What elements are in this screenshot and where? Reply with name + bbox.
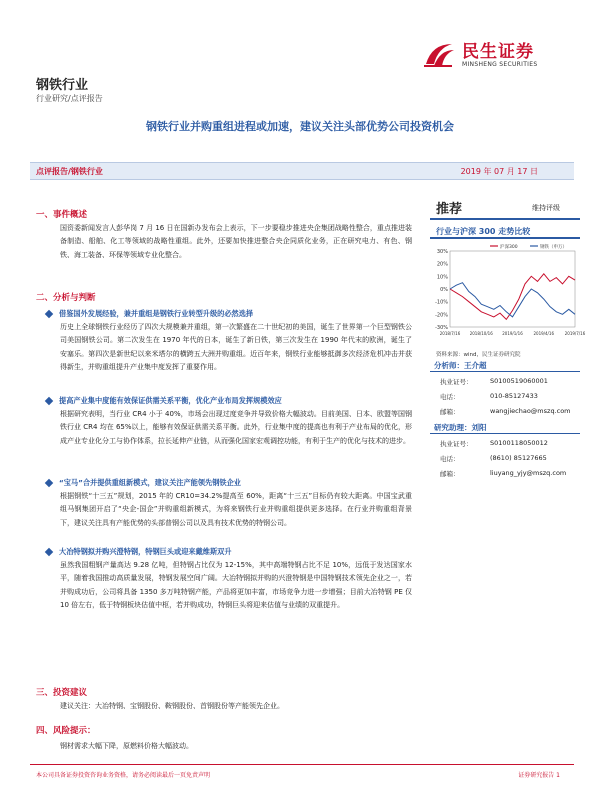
section-1-title: 一、事件概述 (36, 210, 88, 220)
analyst-cert-row (440, 377, 580, 386)
section-3-text: 建议关注：大冶特钢、宝钢股份、鞍钢股份、首钢股份等产能领先企业。 (60, 702, 284, 710)
point-1-title-text: 借鉴国外发展经验，兼并重组是钢铁行业转型升级的必然选择 (59, 309, 254, 318)
point-4-title (46, 547, 416, 557)
legend-label: 钢铁（申万） (540, 245, 567, 250)
assistant-phone-label: 电话： (440, 455, 460, 463)
point-1-text: 历史上全球钢铁行业经历了四次大规模兼并重组，第一次繁盛在二十世纪初的美国，诞生了世界第一个巨型钢铁公司美国钢铁公司。第二次发生在 1970 年代的日本，诞生了新日铁，第三次发生在 1990 年代末的欧洲，诞生了安塞乐。第四次是新世纪以来米塔尔的横跨五大洲并购重组。近百年来，钢铁行业能够抵御多次经济危机冲击并获得新生，并购重组提升产业集中度发挥了重要作用。 (60, 323, 412, 372)
analyst-phone-label: 电话： (440, 393, 460, 401)
legend-label: 沪深300 (500, 245, 518, 250)
x-tick-label: 2019/1/16 (502, 331, 523, 336)
assistant-cert-value: S0100118050012 (490, 439, 548, 447)
report-headline: 钢铁行业并购重组进程或加速，建议关注头部优势公司投资机会 (146, 120, 454, 133)
logo-cn: 民生证券 (462, 41, 534, 62)
analyst-phone-row (440, 392, 580, 401)
analyst-phone-value: 010-85127433 (490, 392, 538, 400)
y-tick-label: -10% (435, 299, 448, 306)
assistant-phone-value: (8610) 85127665 (490, 454, 547, 462)
x-tick-label: 2019/4/16 (533, 331, 555, 336)
section-4-title: 四、风险提示： (36, 726, 96, 736)
assistant-email-value[interactable]: liuyang_yjy@mszq.com (490, 469, 567, 477)
series-line (450, 283, 575, 317)
x-tick-label: 2018/7/16 (439, 331, 461, 336)
analyst-cert-label: 执业证号： (440, 378, 473, 386)
company-logo (422, 38, 572, 72)
report-info-bar (30, 162, 574, 180)
recommend-label: 推荐 (436, 202, 463, 217)
point-3-title (46, 478, 416, 488)
y-tick-label: -20% (435, 312, 448, 319)
report-type: 行业研究/点评报告 (36, 94, 103, 103)
series-line (450, 274, 575, 320)
point-4-text: 虽然我国粗钢产量高达 9.28 亿吨，但特钢占比仅为 12-15%，其中高端特钢占比不足 10%，远低于发达国家水平，随着我国推动高质量发展，特钢发展空间广阔。大冶特钢拟并购的兴澄特钢是中国特钢技术领先企业之一，若并购成功后，公司将具备 1350 多万吨特钢产能，产品将更加丰富，市场竞争力进一步增强；目前大冶特钢 PE 仅 10 倍左右，低于特钢板块估值中枢，若并购成功，特钢巨头将迎来估值与业绩的双重提升。 (60, 561, 412, 610)
analyst-email-row (440, 407, 580, 416)
point-2-text: 根据研究表明，当行业 CR4 小于 40%，市场会出现过度竞争并导致价格大幅波动。目前美国、日本、欧盟等国钢铁行业 CR4 均在 65%以上，能够有效保证供需关系平衡。此外，行业集中度的提高也有利于产业布局的优化，形成产业专业化分工与协作体系，拉长延伸产业链，从而强化国家宏观调控功能，有利于生产的优化与技术的进步。 (60, 410, 412, 445)
chart-title: 行业与沪深 300 走势比较 (436, 227, 531, 236)
footer-page: 证券研究报告 1 (518, 772, 560, 779)
y-tick-label: 30% (436, 249, 448, 255)
y-tick-label: -30% (435, 325, 448, 331)
plot-frame (450, 251, 575, 327)
point-3-title-text: “宝马”合并提供重组新模式，建议关注产能领先钢铁企业 (59, 478, 241, 487)
assistant-email-row (440, 469, 580, 478)
assistant-phone-row (440, 454, 580, 463)
trend-chart-svg (430, 239, 586, 347)
assistant-title: 研究助理：刘阳 (434, 423, 487, 432)
point-4-title-text: 大冶特钢拟并购兴澄特钢，特钢巨头或迎来戴维斯双升 (59, 547, 232, 556)
report-category: 点评报告/钢铁行业 (36, 167, 103, 176)
industry-title: 钢铁行业 (36, 78, 89, 93)
section-1-text: 国资委新闻发言人彭华岗 7 月 16 日在国新办发布会上表示，下一步要稳步推进央企集团战略性整合，重点推进装备制造、船舶、化工等领域的战略性重组。此外，还要加快推进整合央企同质化业务，正在研究电力、有色、钢铁、海工装备、环保等领域专业化整合。 (60, 224, 412, 259)
diamond-bullet-icon (45, 310, 53, 318)
point-2-title (46, 396, 416, 406)
section-3-title: 三、投资建议 (36, 688, 88, 698)
divider (430, 433, 580, 434)
assistant-cert-row (440, 439, 580, 448)
y-tick-label: 20% (436, 261, 448, 268)
y-tick-label: 0% (440, 287, 448, 293)
footer-disclaimer: 本公司具备证券投资咨询业务资格，请务必阅读最后一页免责声明 (36, 772, 211, 779)
x-tick-label: 2018/10/16 (469, 331, 493, 336)
diamond-bullet-icon (45, 548, 53, 556)
section-2-title: 二、分析与判断 (36, 293, 96, 303)
diamond-bullet-icon (45, 397, 53, 405)
report-date: 2019 年 07 月 17 日 (460, 167, 538, 176)
section-4-text: 钢材需求大幅下降，原燃料价格大幅波动。 (60, 742, 193, 750)
analyst-cert-value: S0100519060001 (490, 377, 548, 385)
point-3-text: 根据钢铁“十三五”规划，2015 年的 CR10=34.2%提高至 60%，距离“十三五”目标仍有较大距离。中国宝武重组马钢集团开启了“央企-国企”并购重组新模式，为将来钢铁行业并购重组提供更多选择。在行业并购重组背景下，建议关注具有产能优势的头部普钢公司以及具有技术优势的特钢公司。 (60, 492, 412, 527)
trend-chart (430, 237, 586, 345)
analyst-email-value[interactable]: wangjiechao@mszq.com (490, 407, 571, 415)
assistant-email-label: 邮箱： (440, 470, 460, 478)
chart-source: 资料来源：wind，民生证券研究院 (436, 352, 521, 358)
point-1-title (46, 309, 416, 319)
minsheng-logo-icon (422, 40, 456, 70)
assistant-cert-label: 执业证号： (440, 440, 473, 448)
rating-label: 维持评级 (532, 204, 560, 212)
divider (430, 371, 580, 372)
analyst-email-label: 邮箱： (440, 408, 460, 416)
rating-box (430, 196, 580, 220)
y-tick-label: 10% (436, 274, 448, 281)
point-2-title-text: 提高产业集中度能有效保证供需关系平衡，优化产业布局发挥规模效应 (59, 396, 282, 405)
x-tick-label: 2019/7/16 (564, 331, 586, 336)
footer-divider (30, 764, 574, 765)
logo-en: MINSHENG SECURITIES (462, 60, 538, 68)
analyst-title: 分析师：王介超 (434, 361, 487, 370)
diamond-bullet-icon (45, 479, 53, 487)
